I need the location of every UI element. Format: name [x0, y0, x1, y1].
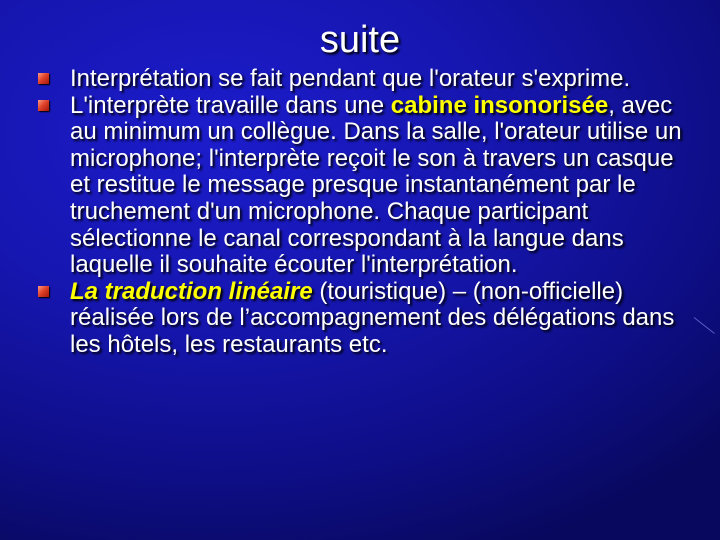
bullet-text-1: Interprétation se fait pendant que l'orateur s'exprime. [70, 65, 631, 92]
square-bullet-icon [38, 286, 49, 297]
bullet-text-2-suffix: , avec au minimum un collègue. Dans la salle, l'orateur utilise un microphone; l'interprète reçoit le son à travers un casque et restitue le message presque instantanément par le truchement d'un microphone. Chaque participant sélectionne le canal correspondant à la langue dans laquelle il souhaite écouter l'interprétation. [70, 91, 682, 279]
bullet-highlight-traduction: La traduction linéaire [70, 277, 313, 305]
square-bullet-icon [38, 73, 49, 84]
bullet-item-3 [38, 279, 698, 359]
slide-title: suite [319, 19, 401, 61]
square-bullet-icon [38, 100, 49, 111]
bullet-highlight-cabine: cabine insonorisée [390, 91, 609, 119]
bullet-text-2-prefix: L'interprète travaille dans une [70, 91, 391, 119]
bullet-list [38, 66, 698, 359]
bullet-item-2 [38, 93, 698, 279]
bullet-item-1 [38, 66, 698, 93]
bullet-text-3-suffix: (touristique) – (non-officielle) réalisée lors de l’accompagnement des délégations dans les hôtels, les restaurants etc. [70, 277, 675, 358]
